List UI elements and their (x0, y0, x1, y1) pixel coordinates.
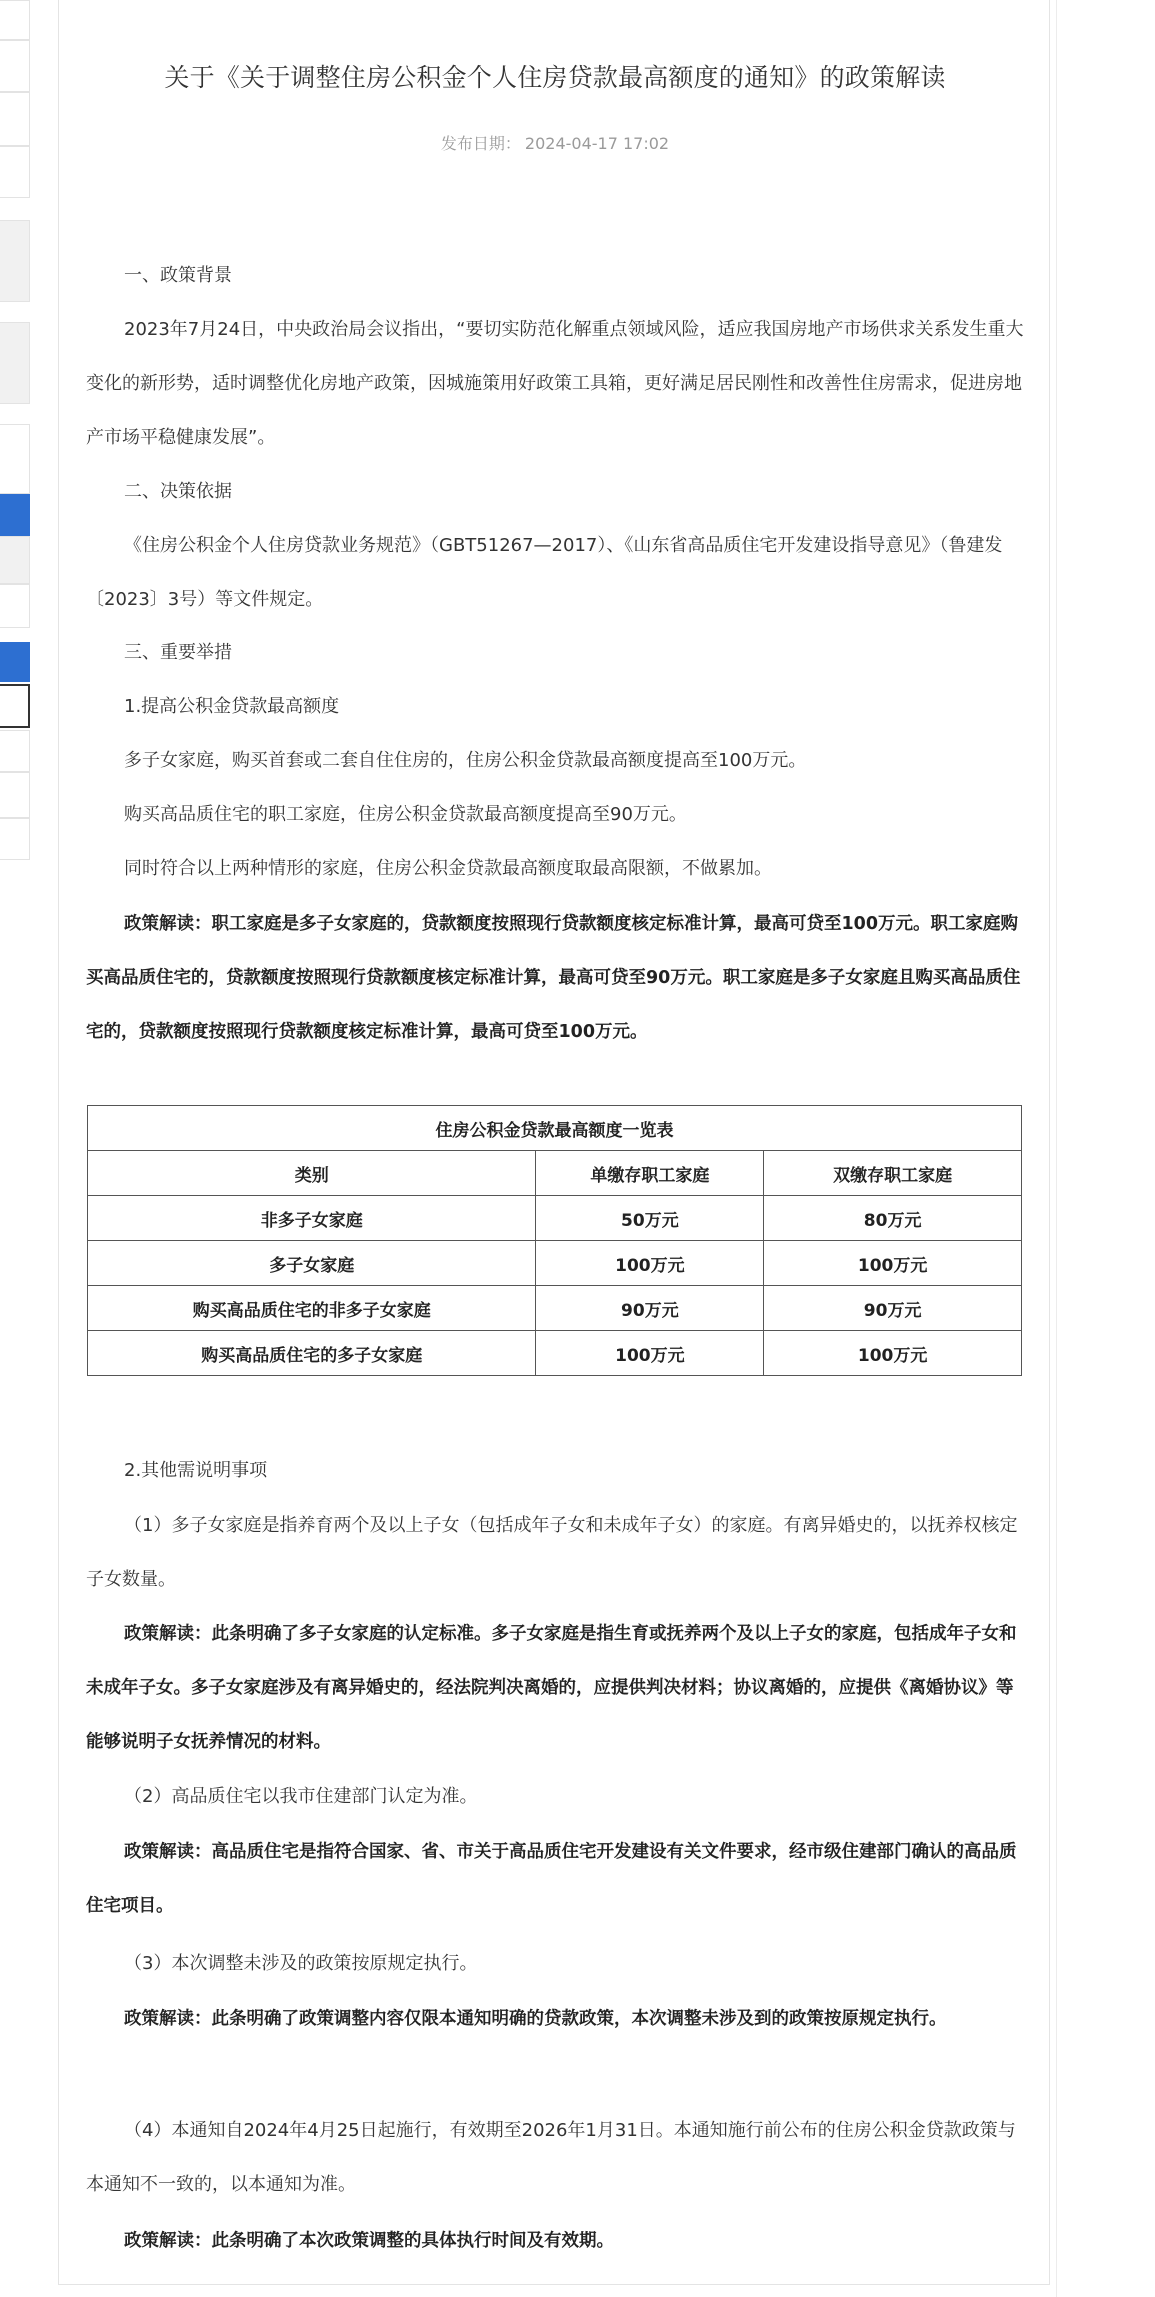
publish-date-label: 发布日期： (440, 134, 521, 153)
sidebar-fragment-input[interactable] (0, 684, 30, 728)
paragraph-note-4: （4）本通知自2024年4月25日起施行，有效期至2026年1月31日。本通知施行前公布的住房公积金贷款政策与本通知不一致的，以本通知为准。 (86, 2120, 1016, 2195)
paragraph-both: 同时符合以上两种情形的家庭，住房公积金贷款最高额度取最高限额，不做累加。 (124, 858, 772, 879)
subheading-raise-limit: 1.提高公积金贷款最高额度 (124, 696, 340, 717)
interpretation-note-4: 政策解读：此条明确了本次政策调整的具体执行时间及有效期。 (124, 2231, 614, 2251)
sidebar-fragment-item[interactable] (0, 424, 30, 494)
right-page-margin (1056, 0, 1155, 2297)
paragraph-note-2: （2）高品质住宅以我市住建部门认定为准。 (124, 1786, 478, 1807)
paragraph-background: 2023年7月24日，中央政治局会议指出，“要切实防范化解重点领域风险，适应我国房地产市场供求关系发生重大变化的新形势，适时调整优化房地产政策，因城施策用好政策工具箱，更好满足居民刚性和改善性住房需求，促进房地产市场平稳健康发展”。 (86, 319, 1024, 448)
table-header-cell: 类别 (88, 1151, 536, 1196)
subheading-other-notes: 2.其他需说明事项 (124, 1460, 268, 1481)
sidebar-fragment-item[interactable] (0, 818, 30, 860)
table-row (88, 1286, 1022, 1331)
table-cell: 80万元 (764, 1196, 1022, 1241)
sidebar-fragment-item[interactable] (0, 730, 30, 772)
section-heading-measures: 三、重要举措 (124, 642, 232, 663)
sidebar-fragment-item[interactable] (0, 146, 30, 198)
table-header-row (88, 1151, 1022, 1196)
left-sidebar-fragment (0, 0, 32, 860)
sidebar-fragment-item[interactable] (0, 40, 30, 92)
table-cell: 90万元 (536, 1286, 764, 1331)
loan-limit-table (87, 1105, 1022, 1376)
table-row (88, 1331, 1022, 1376)
sidebar-fragment-item[interactable] (0, 0, 30, 40)
table-cell: 100万元 (764, 1241, 1022, 1286)
table-cell: 购买高品质住宅的非多子女家庭 (88, 1286, 536, 1331)
table-cell: 100万元 (764, 1331, 1022, 1376)
paragraph-note-1: （1）多子女家庭是指养育两个及以上子女（包括成年子女和未成年子女）的家庭。有离异婚史的，以抚养权核定子女数量。 (86, 1515, 1018, 1590)
table-caption: 住房公积金贷款最高额度一览表 (88, 1106, 1022, 1151)
sidebar-fragment-active-item[interactable] (0, 494, 30, 536)
publish-date (86, 132, 1024, 156)
interpretation-note-2: 政策解读：高品质住宅是指符合国家、省、市关于高品质住宅开发建设有关文件要求，经市级住建部门确认的高品质住宅项目。 (86, 1842, 1017, 1916)
table-cell: 50万元 (536, 1196, 764, 1241)
paragraph-high-quality: 购买高品质住宅的职工家庭，住房公积金贷款最高额度提高至90万元。 (124, 804, 687, 825)
sidebar-fragment-item[interactable] (0, 772, 30, 818)
sidebar-fragment-item[interactable] (0, 322, 30, 404)
sidebar-fragment-item[interactable] (0, 584, 30, 628)
section-heading-basis: 二、决策依据 (124, 481, 232, 502)
paragraph-basis: 《住房公积金个人住房贷款业务规范》（GBT51267—2017）、《山东省高品质住宅开发建设指导意见》（鲁建发〔2023〕3号）等文件规定。 (86, 535, 1003, 610)
table-caption-row (88, 1106, 1022, 1151)
sidebar-fragment-item[interactable] (0, 92, 30, 146)
table-cell: 购买高品质住宅的多子女家庭 (88, 1331, 536, 1376)
paragraph-multi-child: 多子女家庭，购买首套或二套自住住房的，住房公积金贷款最高额度提高至100万元。 (124, 750, 807, 771)
sidebar-fragment-active-item[interactable] (0, 642, 30, 682)
table-cell: 100万元 (536, 1331, 764, 1376)
interpretation-limits: 政策解读：职工家庭是多子女家庭的，贷款额度按照现行贷款额度核定标准计算，最高可贷至100万元。职工家庭购买高品质住宅的，贷款额度按照现行贷款额度核定标准计算，最高可贷至90万元。职工家庭是多子女家庭且购买高品质住宅的，贷款额度按照现行贷款额度核定标准计算，最高可贷至100万元。 (86, 914, 1021, 1042)
publish-date-value: 2024-04-17 17:02 (524, 134, 670, 153)
table-header-cell: 双缴存职工家庭 (764, 1151, 1022, 1196)
sidebar-fragment-item[interactable] (0, 220, 30, 302)
table-row (88, 1241, 1022, 1286)
interpretation-note-1: 政策解读：此条明确了多子女家庭的认定标准。多子女家庭是指生育或抚养两个及以上子女的家庭，包括成年子女和未成年子女。多子女家庭涉及有离异婚史的，经法院判决离婚的，应提供判决材料；协议离婚的，应提供《离婚协议》等能够说明子女抚养情况的材料。 (86, 1624, 1017, 1752)
paragraph-note-3: （3）本次调整未涉及的政策按原规定执行。 (124, 1953, 478, 1974)
table-cell: 90万元 (764, 1286, 1022, 1331)
table-cell: 非多子女家庭 (88, 1196, 536, 1241)
table-cell: 100万元 (536, 1241, 764, 1286)
sidebar-fragment-item[interactable] (0, 536, 30, 584)
interpretation-note-3: 政策解读：此条明确了政策调整内容仅限本通知明确的贷款政策，本次调整未涉及到的政策按原规定执行。 (124, 2009, 947, 2029)
table-header-cell: 单缴存职工家庭 (536, 1151, 764, 1196)
section-heading-background: 一、政策背景 (124, 265, 232, 286)
table-cell: 多子女家庭 (88, 1241, 536, 1286)
article-title: 关于《关于调整住房公积金个人住房贷款最高额度的通知》的政策解读 (164, 63, 946, 92)
table-row (88, 1196, 1022, 1241)
article-container (58, 0, 1050, 2285)
